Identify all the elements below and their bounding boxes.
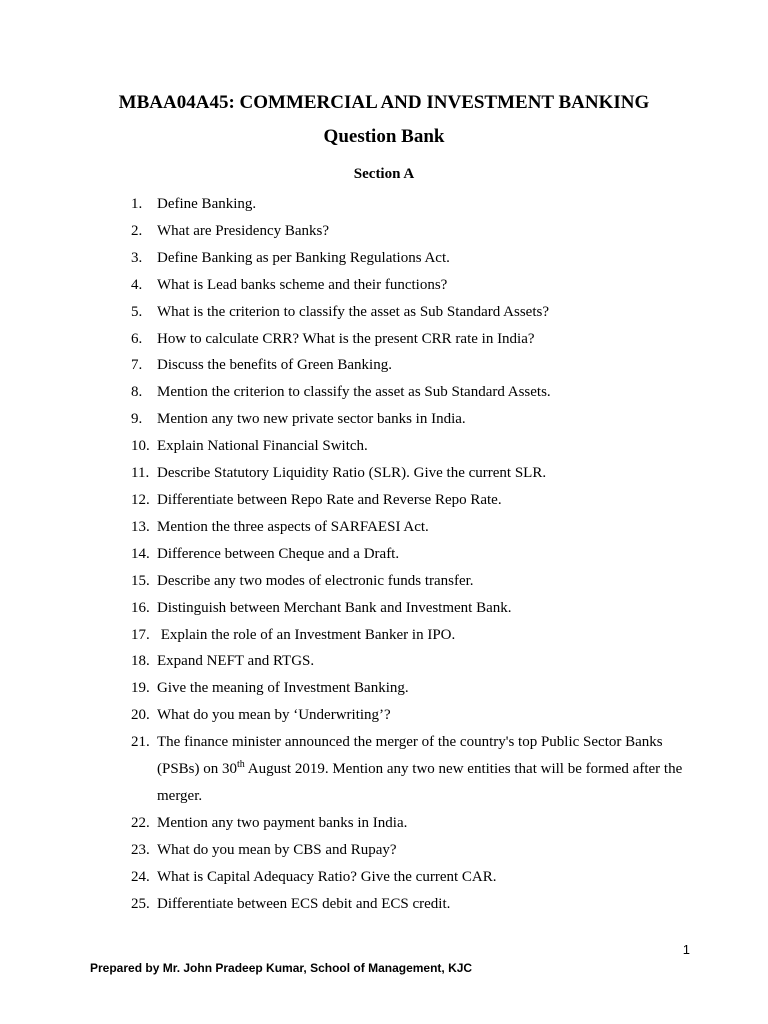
question-number: 8. [131,384,143,401]
question-number: 13. [131,518,150,535]
footer-credit: Prepared by Mr. John Pradeep Kumar, School of Management, KJC [90,961,473,975]
question-item [131,648,691,675]
question-item [131,514,691,541]
question-item [131,487,691,514]
question-text: What do you mean by CBS and Rupay? [157,841,397,858]
question-text: Explain National Financial Switch. [157,438,368,455]
question-number: 11. [131,465,150,482]
question-number: 20. [131,707,150,724]
question-number: 2. [131,222,143,239]
question-text: What is Lead banks scheme and their functions? [157,276,448,293]
question-number: 6. [131,330,143,347]
question-number: 24. [131,868,150,885]
question-text: Differentiate between Repo Rate and Reverse Repo Rate. [157,491,502,508]
question-item [131,864,691,891]
question-item [131,433,691,460]
question-text [157,729,691,810]
question-item [131,352,691,379]
question-item [131,406,691,433]
question-text: Expand NEFT and RTGS. [157,653,315,670]
question-item [131,729,691,810]
document-subtitle: Question Bank [323,126,445,147]
question-text: What do you mean by ‘Underwriting’? [157,707,391,724]
question-text: What is the criterion to classify the asset as Sub Standard Assets? [157,303,549,320]
question-item [131,460,691,487]
question-item [131,810,691,837]
question-number: 22. [131,814,150,831]
question-text: Define Banking. [157,196,257,212]
question-list [131,191,691,917]
question-number: 21. [131,734,150,751]
question-number: 23. [131,841,150,858]
question-text: Difference between Cheque and a Draft. [157,545,400,562]
question-item [131,245,691,272]
question-number: 5. [131,303,143,320]
question-item [131,272,691,299]
question-item [131,675,691,702]
question-number: 1. [131,196,143,212]
question-number: 19. [131,680,150,697]
question-text: Discuss the benefits of Green Banking. [157,357,392,374]
question-item [131,191,691,218]
question-number: 7. [131,357,143,374]
question-item [131,568,691,595]
question-number: 14. [131,545,150,562]
question-text: Mention the criterion to classify the asset as Sub Standard Assets. [157,384,551,401]
question-number: 4. [131,276,143,293]
question-item [131,541,691,568]
question-number: 18. [131,653,150,670]
question-text: What are Presidency Banks? [157,222,330,239]
question-item [131,622,691,649]
question-text: Describe Statutory Liquidity Ratio (SLR). Give the current SLR. [157,465,547,482]
course-title: MBAA04A45: COMMERCIAL AND INVESTMENT BANKING [118,92,650,113]
question-number: 10. [131,438,150,455]
question-number: 9. [131,411,143,428]
question-text: Explain the role of an Investment Banker in IPO. [157,626,456,643]
question-number: 3. [131,249,143,266]
question-number: 15. [131,572,150,589]
question-text: How to calculate CRR? What is the present CRR rate in India? [157,330,535,347]
question-item [131,299,691,326]
question-text: Mention the three aspects of SARFAESI Act. [157,518,429,535]
question-item [131,326,691,353]
question-text: Distinguish between Merchant Bank and Investment Bank. [157,599,512,616]
question-number: 16. [131,599,150,616]
question-text: Differentiate between ECS debit and ECS credit. [157,895,451,912]
question-number: 17. [131,626,150,643]
question-item [131,837,691,864]
question-text: Give the meaning of Investment Banking. [157,680,409,697]
question-number: 12. [131,491,150,508]
question-text: Define Banking as per Banking Regulations Act. [157,249,450,266]
question-text-before: The finance minister announced the merger of the country's top Public Sector Banks (PSBs) on 30 [157,734,663,778]
question-item [131,379,691,406]
question-number: 25. [131,895,150,912]
question-text-after: August 2019. Mention any two new entities that will be formed after the merger. [157,761,683,804]
question-item [131,891,691,918]
superscript-ordinal: th [237,759,245,771]
question-text: Mention any two new private sector banks in India. [157,411,466,428]
question-text: Describe any two modes of electronic funds transfer. [157,572,474,589]
question-text: Mention any two payment banks in India. [157,814,408,831]
section-heading: Section A [353,166,415,182]
question-item [131,595,691,622]
page-number: 1 [682,942,690,957]
question-item [131,702,691,729]
question-text: What is Capital Adequacy Ratio? Give the current CAR. [157,868,497,885]
question-item [131,218,691,245]
